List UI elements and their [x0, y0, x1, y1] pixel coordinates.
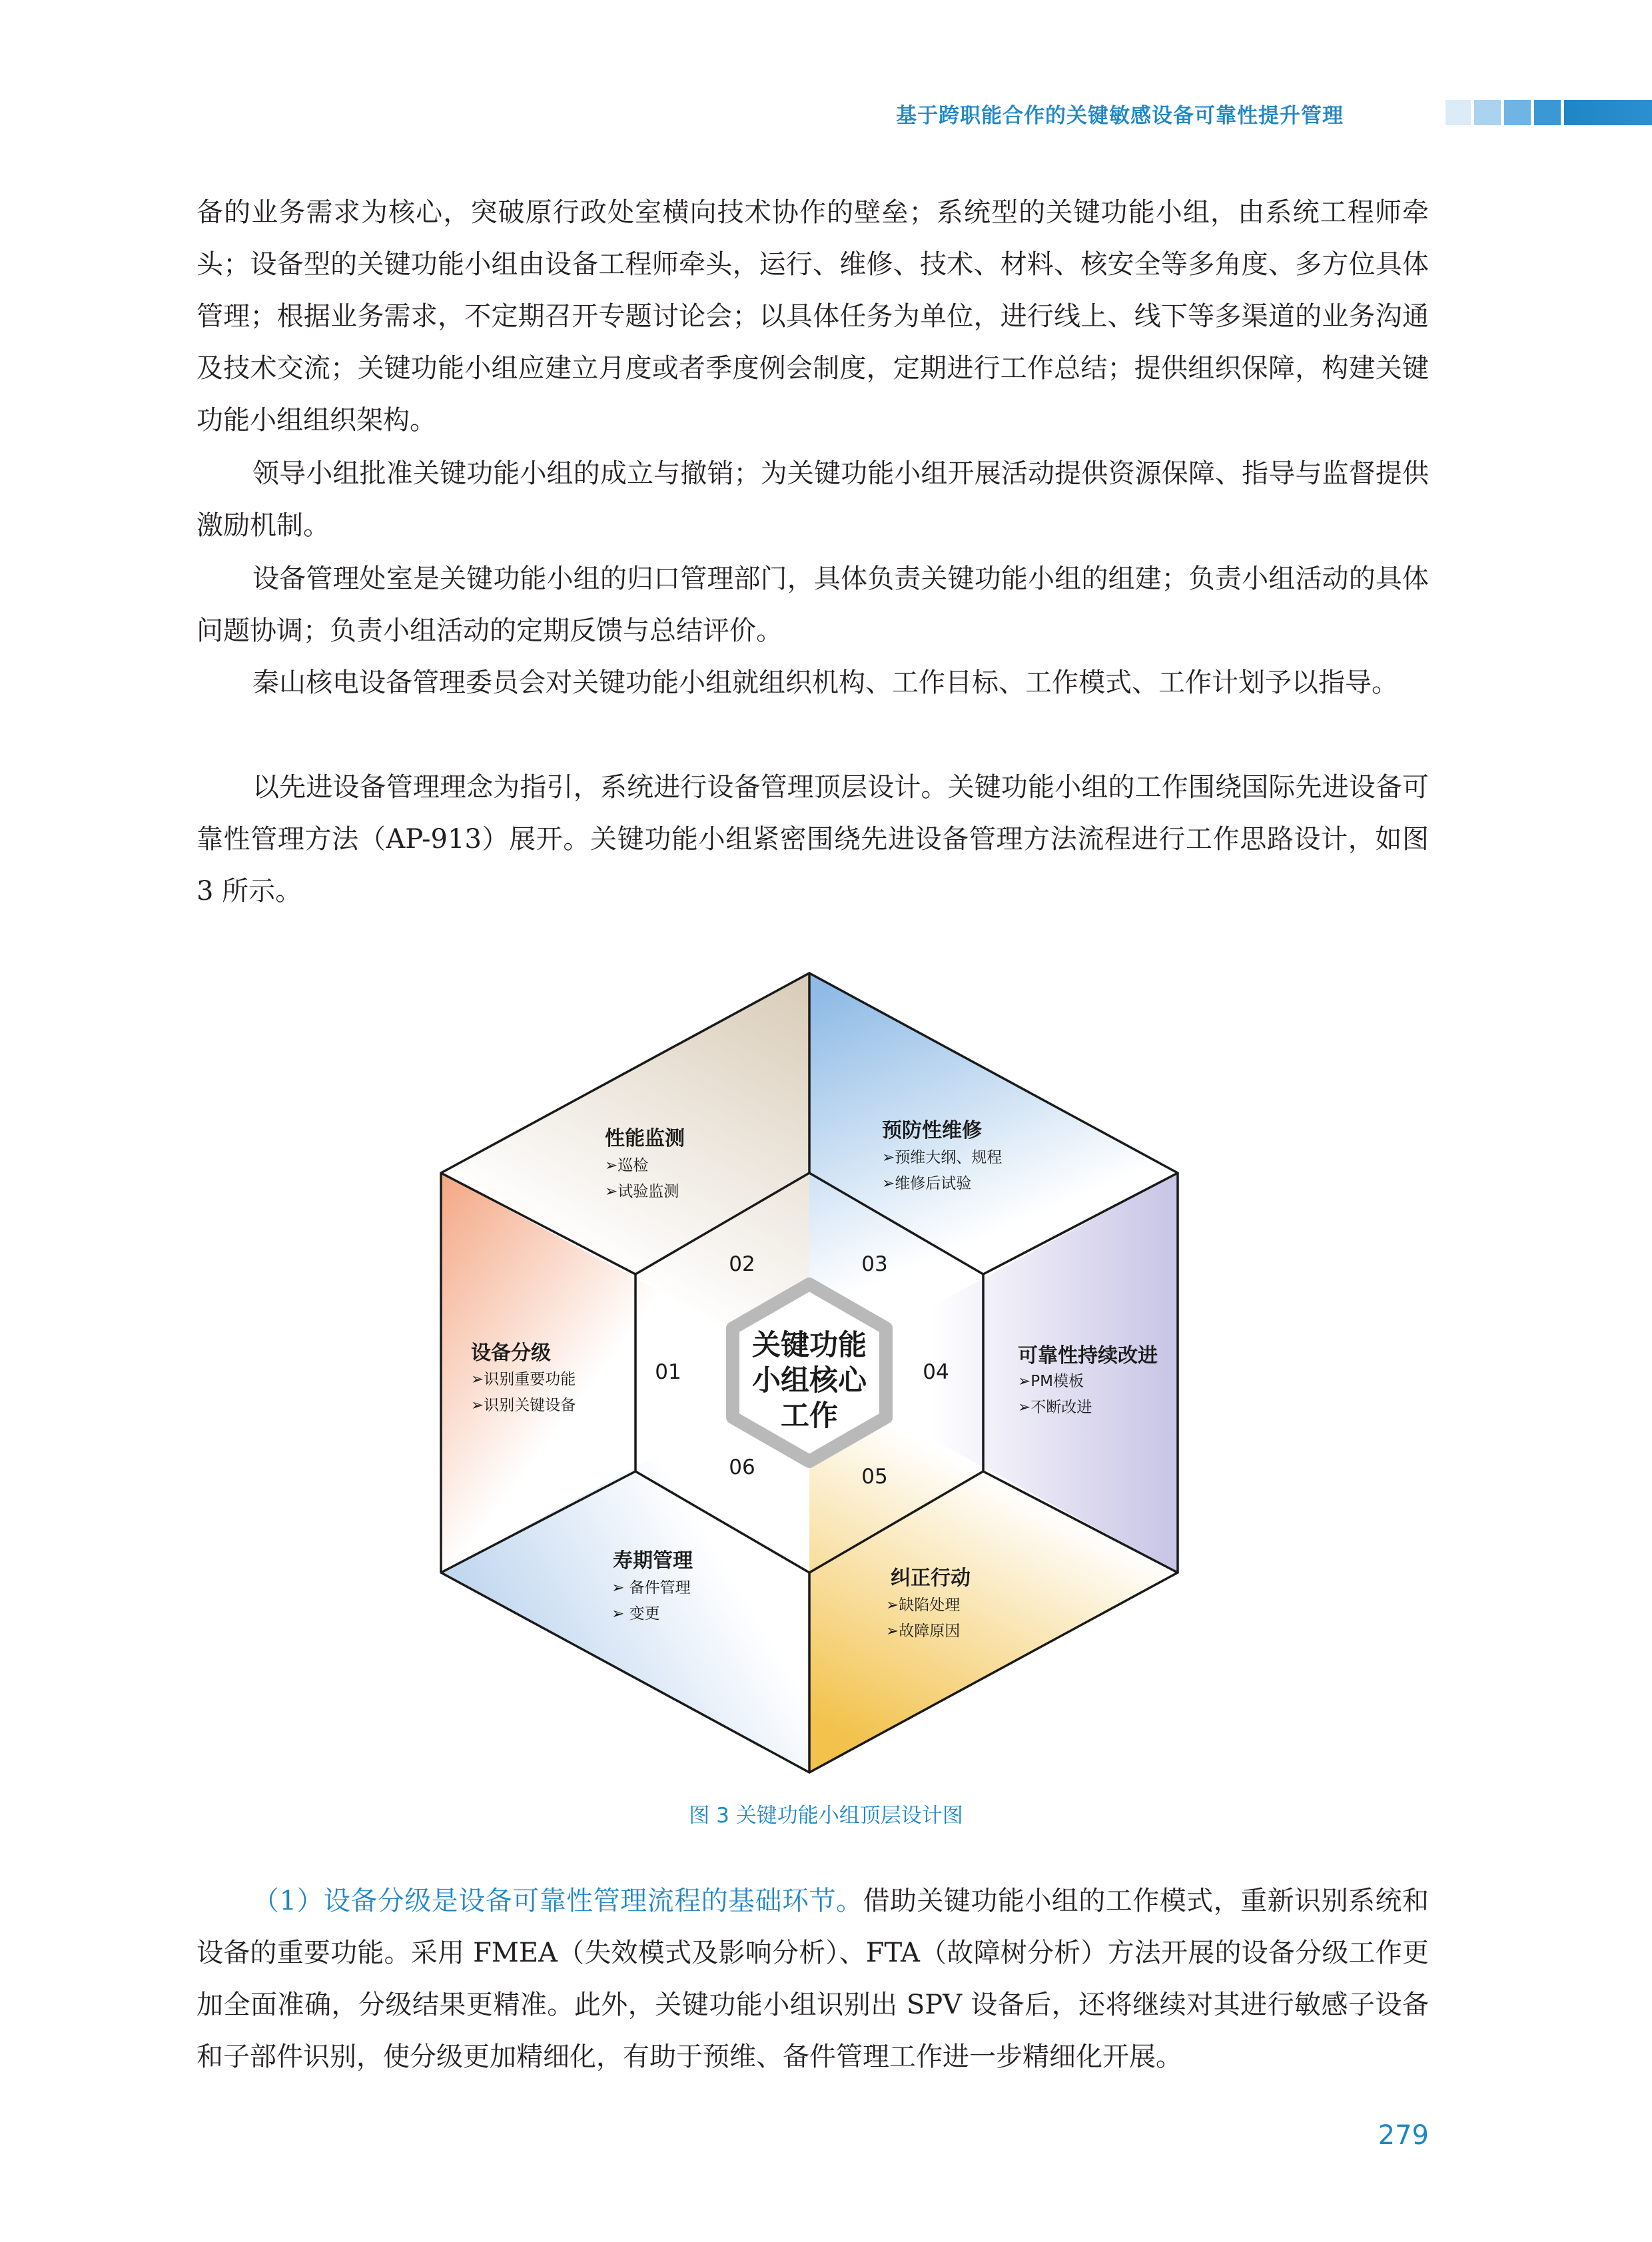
section-05-title: 纠正行动: [891, 1567, 971, 1590]
paragraph-1: 备的业务需求为核心，突破原行政处室横向技术协作的壁垒；系统型的关键功能小组，由系统工程师牵头；设备型的关键功能小组由设备工程师牵头，运行、维修、技术、材料、核安全等多角度、多方位具体管理；根据业务需求，不定期召开专题讨论会；以具体任务为单位，进行线上、线下等多渠道的业务沟通及技术交流；关键功能小组应建立月度或者季度例会制度，定期进行工作总结；提供组织保障，构建关键功能小组组织架构。: [197, 197, 1429, 436]
section-06-title: 寿期管理: [613, 1549, 693, 1573]
core-text-line-1: 关键功能: [752, 1329, 867, 1362]
paragraph-6: [197, 1875, 1429, 2083]
section-01-number: 01: [655, 1360, 681, 1384]
paragraph-5: 以先进设备管理理念为指引，系统进行设备管理顶层设计。关键功能小组的工作围绕国际先进设备可靠性管理方法（AP-913）展开。关键功能小组紧密围绕先进设备管理方法流程进行工作思路设计，如图 3 所示。: [197, 772, 1429, 907]
section-02-number: 02: [729, 1252, 755, 1276]
section-04-item-2: ➢不断改进: [1018, 1399, 1092, 1416]
section-02-title: 性能监测: [605, 1127, 685, 1150]
section-02-item-2: ➢试验监测: [605, 1183, 679, 1200]
running-header-title: 基于跨职能合作的关键敏感设备可靠性提升管理: [896, 104, 1344, 128]
section-05-item-2: ➢故障原因: [886, 1623, 961, 1640]
figure-caption: 图 3 关键功能小组顶层设计图: [689, 1804, 963, 1828]
core-text-line-3: 工作: [781, 1399, 838, 1433]
paragraph-6-rest: 借助关键功能小组的工作模式，重新识别系统和设备的重要功能。采用 FMEA（失效模式及影响分析）、FTA（故障树分析）方法开展的设备分级工作更加全面准确，分级结果更精准。此外，关键功能小组识别出 SPV 设备后，还将继续对其进行敏感子设备和子部件识别，使分级更加精细化，有助于预维、备件管理工作进一步精细化开展。: [197, 1886, 1430, 2072]
paragraph-3: 设备管理处室是关键功能小组的归口管理部门，具体负责关键功能小组的组建；负责小组活动的具体问题协调；负责小组活动的定期反馈与总结评价。: [197, 563, 1429, 646]
page-number: 279: [1378, 2120, 1429, 2151]
section-06-number: 06: [729, 1455, 755, 1479]
section-06-item-2: ➢ 变更: [612, 1605, 660, 1623]
core-text-line-2: 小组核心: [752, 1364, 867, 1397]
section-04-number: 04: [923, 1360, 949, 1384]
paragraph-4: 秦山核电设备管理委员会对关键功能小组就组织机构、工作目标、工作模式、工作计划予以指导。: [252, 667, 1398, 698]
section-01-title: 设备分级: [471, 1341, 551, 1365]
section-01-item-1: ➢识别重要功能: [471, 1371, 576, 1388]
section-03-title: 预防性维修: [882, 1119, 982, 1142]
section-01-item-2: ➢识别关键设备: [471, 1397, 576, 1414]
section-04-item-1: ➢PM模板: [1018, 1373, 1084, 1390]
section-02-item-1: ➢巡检: [605, 1157, 649, 1174]
section-03-item-2: ➢维修后试验: [882, 1175, 972, 1192]
section-03-number: 03: [861, 1252, 888, 1276]
section-05-item-1: ➢缺陷处理: [886, 1597, 961, 1614]
section-06-item-1: ➢ 备件管理: [612, 1579, 691, 1597]
paragraph-2: 领导小组批准关键功能小组的成立与撤销；为关键功能小组开展活动提供资源保障、指导与监督提供激励机制。: [197, 458, 1429, 541]
paragraph-6-lead: （1）设备分级是设备可靠性管理流程的基础环节。: [252, 1886, 863, 1916]
section-05-number: 05: [861, 1465, 888, 1489]
section-03-item-1: ➢预维大纲、规程: [882, 1149, 1003, 1166]
section-04-title: 可靠性持续改进: [1018, 1344, 1158, 1367]
